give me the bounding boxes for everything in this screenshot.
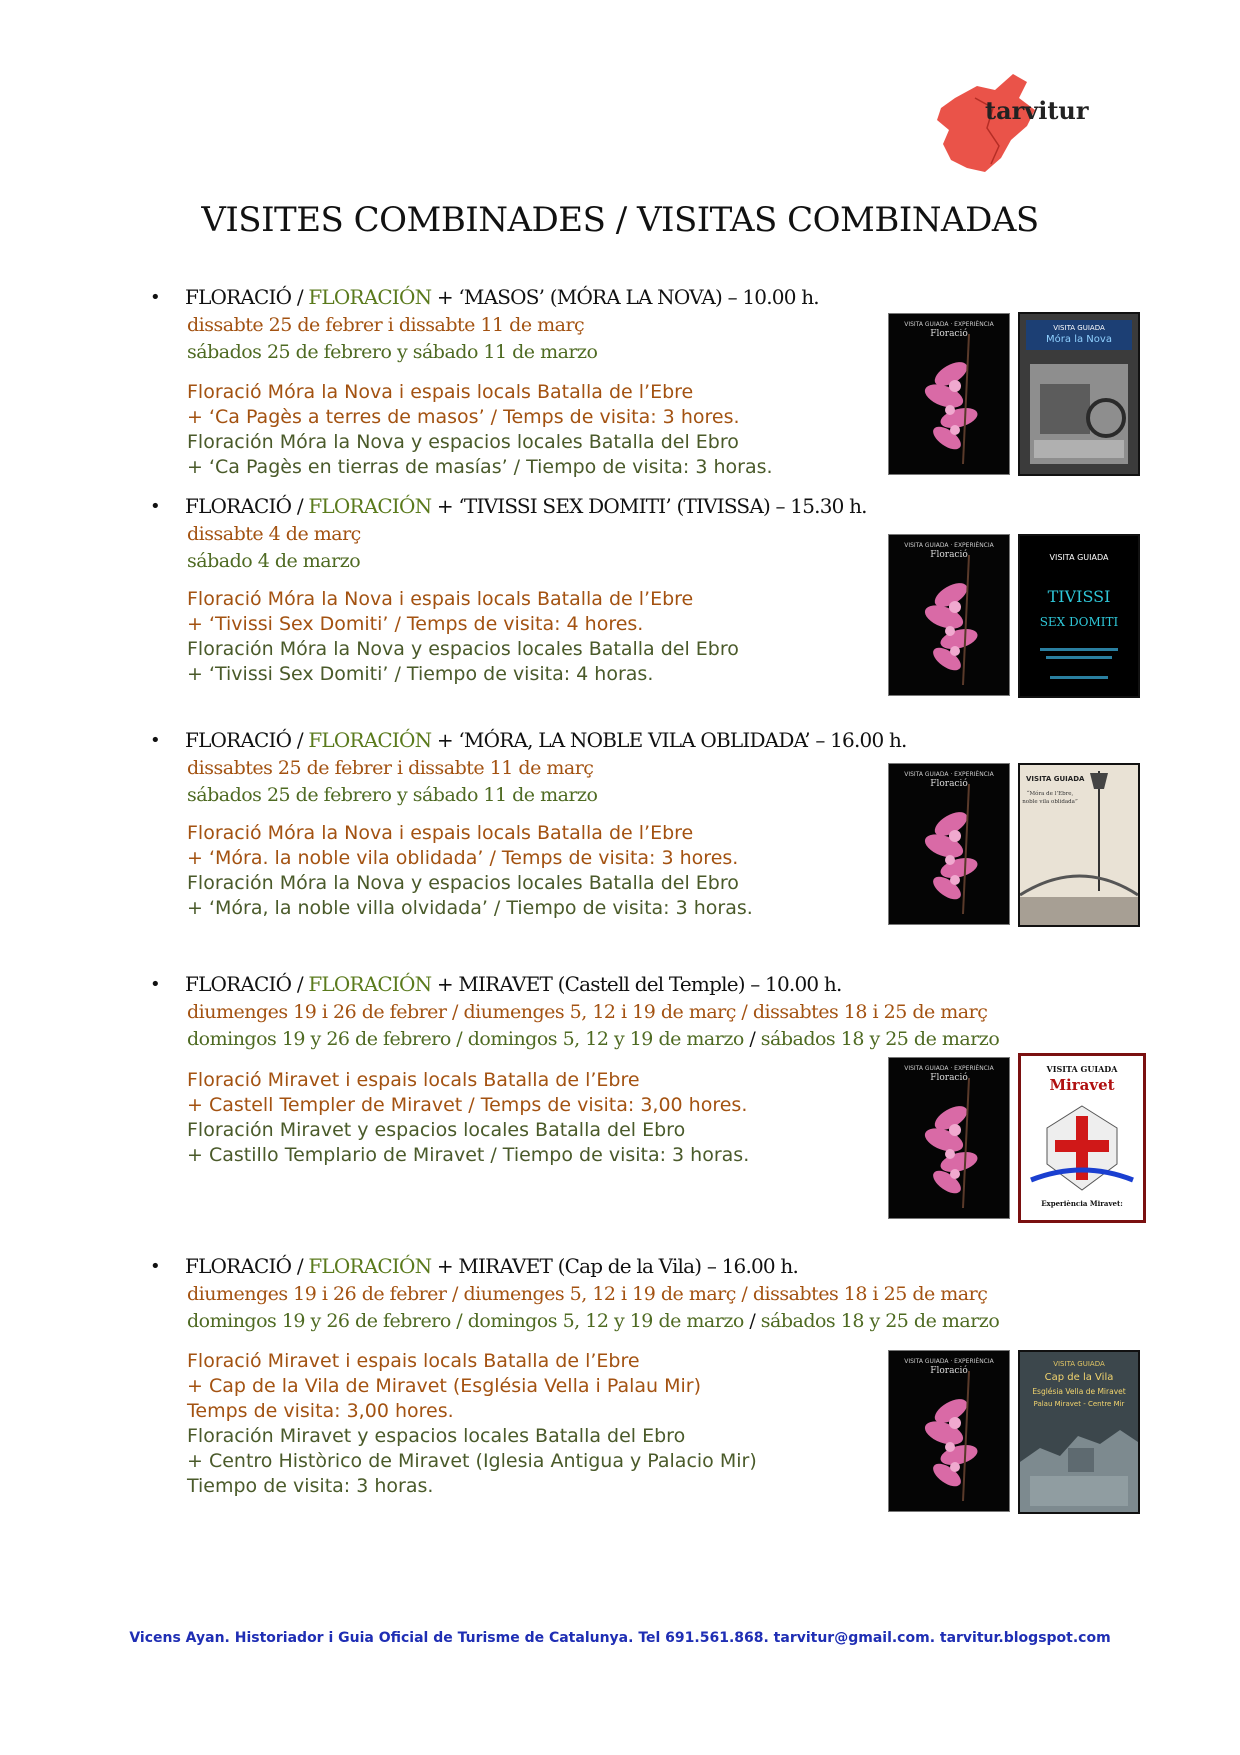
svg-text:VISITA GUIADA: VISITA GUIADA [1026,775,1085,783]
svg-text:VISITA GUIADA · EXPERIÈNCIA: VISITA GUIADA · EXPERIÈNCIA [904,1065,994,1072]
svg-text:VISITA GUIADA: VISITA GUIADA [1053,1360,1105,1368]
svg-text:VISITA GUIADA: VISITA GUIADA [1049,553,1109,562]
svg-text:Miravet: Miravet [1049,1076,1115,1094]
description: Floració Móra la Nova i espais locals Batalla de l’Ebre + ‘Ca Pagès a terres de masos’ / Temps de visita: 3 hores. Floración Móra la Nova y espacios locales Batalla del Ebro + ‘Ca Pagès en tierras de masías’ / Tiempo de visita: 3 horas. [187,381,773,478]
floracio-poster [888,763,1010,925]
date-catalan: diumenges 19 i 26 de febrer / diumenges 5, 12 i 19 de març / dissabtes 18 i 25 de març [187,1001,988,1023]
description: Floració Miravet i espais locals Batalla de l’Ebre + Castell Templer de Miravet / Temps de visita: 3,00 hores. Floración Miravet y espacios locales Batalla del Ebro + Castillo Templario de Miravet / Tiempo de visita: 3 horas. [187,1069,750,1166]
svg-text:Floració: Floració [930,1366,968,1376]
section-heading: FLORACIÓ / FLORACIÓN + MIRAVET (Cap de la Vila) – 16.00 h. [185,1254,799,1278]
section-heading: FLORACIÓ / FLORACIÓN + ‘MÓRA, LA NOBLE VILA OBLIDADA’ – 16.00 h. [185,728,907,752]
svg-text:VISITA GUIADA: VISITA GUIADA [1053,324,1105,332]
bullet: • [150,974,161,995]
description: Floració Móra la Nova i espais locals Batalla de l’Ebre + ‘Tivissi Sex Domiti’ / Temps de visita: 4 hores. Floración Móra la Nova y espacios locales Batalla del Ebro + ‘Tivissi Sex Domiti’ / Tiempo de visita: 4 horas. [187,588,739,685]
section-heading: FLORACIÓ / FLORACIÓN + ‘TIVISSI SEX DOMITI’ (TIVISSA) – 15.30 h. [185,494,867,518]
description: Floració Móra la Nova i espais locals Batalla de l’Ebre + ‘Móra. la noble vila oblidada’ / Temps de visita: 3 hores. Floración Móra la Nova y espacios locales Batalla del Ebro + ‘Móra, la noble villa olvidada’ / Tiempo de visita: 3 horas. [187,822,753,919]
date-catalan: dissabte 25 de febrer i dissabte 11 de març [187,314,585,336]
date-catalan: dissabte 4 de març [187,523,361,545]
floracio-poster [888,1350,1010,1512]
date-spanish: domingos 19 y 26 de febrero / domingos 5, 12 y 19 de marzo / sábados 18 y 25 de marzo [187,1028,1000,1050]
svg-text:TIVISSI: TIVISSI [1047,587,1111,606]
floracio-poster [888,534,1010,696]
svg-text:VISITA GUIADA · EXPERIÈNCIA: VISITA GUIADA · EXPERIÈNCIA [904,542,994,549]
date-catalan: diumenges 19 i 26 de febrer / diumenges 5, 12 i 19 de març / dissabtes 18 i 25 de març [187,1283,988,1305]
tivissi-poster [1018,534,1140,698]
svg-text:Móra la Nova: Móra la Nova [1046,334,1112,345]
date-spanish: sábado 4 de marzo [187,550,361,572]
floracio-poster [888,1057,1010,1219]
masos-poster [1018,312,1140,476]
section-heading: FLORACIÓ / FLORACIÓN + MIRAVET (Castell del Temple) – 10.00 h. [185,972,842,996]
bullet: • [150,287,161,308]
svg-text:Experiència Miravet:: Experiència Miravet: [1041,1199,1123,1208]
miravet-castle-poster [1018,1053,1146,1223]
svg-text:VISITA GUIADA · EXPERIÈNCIA: VISITA GUIADA · EXPERIÈNCIA [904,771,994,778]
svg-text:noble vila oblidada”: noble vila oblidada” [1022,799,1078,805]
bullet: • [150,1256,161,1277]
bullet: • [150,730,161,751]
svg-text:Palau Miravet - Centre Mir: Palau Miravet - Centre Mir [1033,1400,1125,1408]
footer-contact: Vicens Ayan. Historiador i Guia Oficial de Turisme de Catalunya. Tel 691.561.868. tarvitur@gmail.com. tarvitur.blogspot.com [129,1630,1111,1646]
date-spanish: sábados 25 de febrero y sábado 11 de marzo [187,784,598,806]
cap-de-la-vila-poster [1018,1350,1140,1514]
logo-name: tarvitur [985,96,1089,125]
svg-text:SEX DOMITI: SEX DOMITI [1039,615,1119,629]
date-catalan: dissabtes 25 de febrer i dissabte 11 de març [187,757,594,779]
svg-text:Floració: Floració [930,779,968,789]
mora-poster [1018,763,1140,927]
description: Floració Miravet i espais locals Batalla de l’Ebre + Cap de la Vila de Miravet (Església Vella i Palau Mir) Temps de visita: 3,00 hores. Floración Miravet y espacios locales Batalla del Ebro + Centro Històrico de Miravet (Iglesia Antigua y Palacio Mir) Tiempo de visita: 3 horas. [187,1350,757,1497]
svg-text:Floració: Floració [930,550,968,560]
svg-text:VISITA GUIADA: VISITA GUIADA [1046,1064,1118,1074]
floracio-poster [888,313,1010,475]
date-spanish: domingos 19 y 26 de febrero / domingos 5, 12 y 19 de marzo / sábados 18 y 25 de marzo [187,1310,1000,1332]
svg-text:“Móra de l’Ebre,: “Móra de l’Ebre, [1026,791,1074,797]
svg-text:Cap de la Vila: Cap de la Vila [1044,1372,1114,1383]
bullet: • [150,496,161,517]
svg-text:Floració: Floració [930,1073,968,1083]
svg-text:VISITA GUIADA · EXPERIÈNCIA: VISITA GUIADA · EXPERIÈNCIA [904,321,994,328]
section-heading: FLORACIÓ / FLORACIÓN + ‘MASOS’ (MÓRA LA NOVA) – 10.00 h. [185,285,819,309]
svg-text:Floració: Floració [930,329,968,339]
svg-text:VISITA GUIADA · EXPERIÈNCIA: VISITA GUIADA · EXPERIÈNCIA [904,1358,994,1365]
page-title: VISITES COMBINADES / VISITAS COMBINADAS [201,200,1039,240]
svg-text:Església Vella de Miravet: Església Vella de Miravet [1032,1387,1126,1396]
date-spanish: sábados 25 de febrero y sábado 11 de marzo [187,341,598,363]
